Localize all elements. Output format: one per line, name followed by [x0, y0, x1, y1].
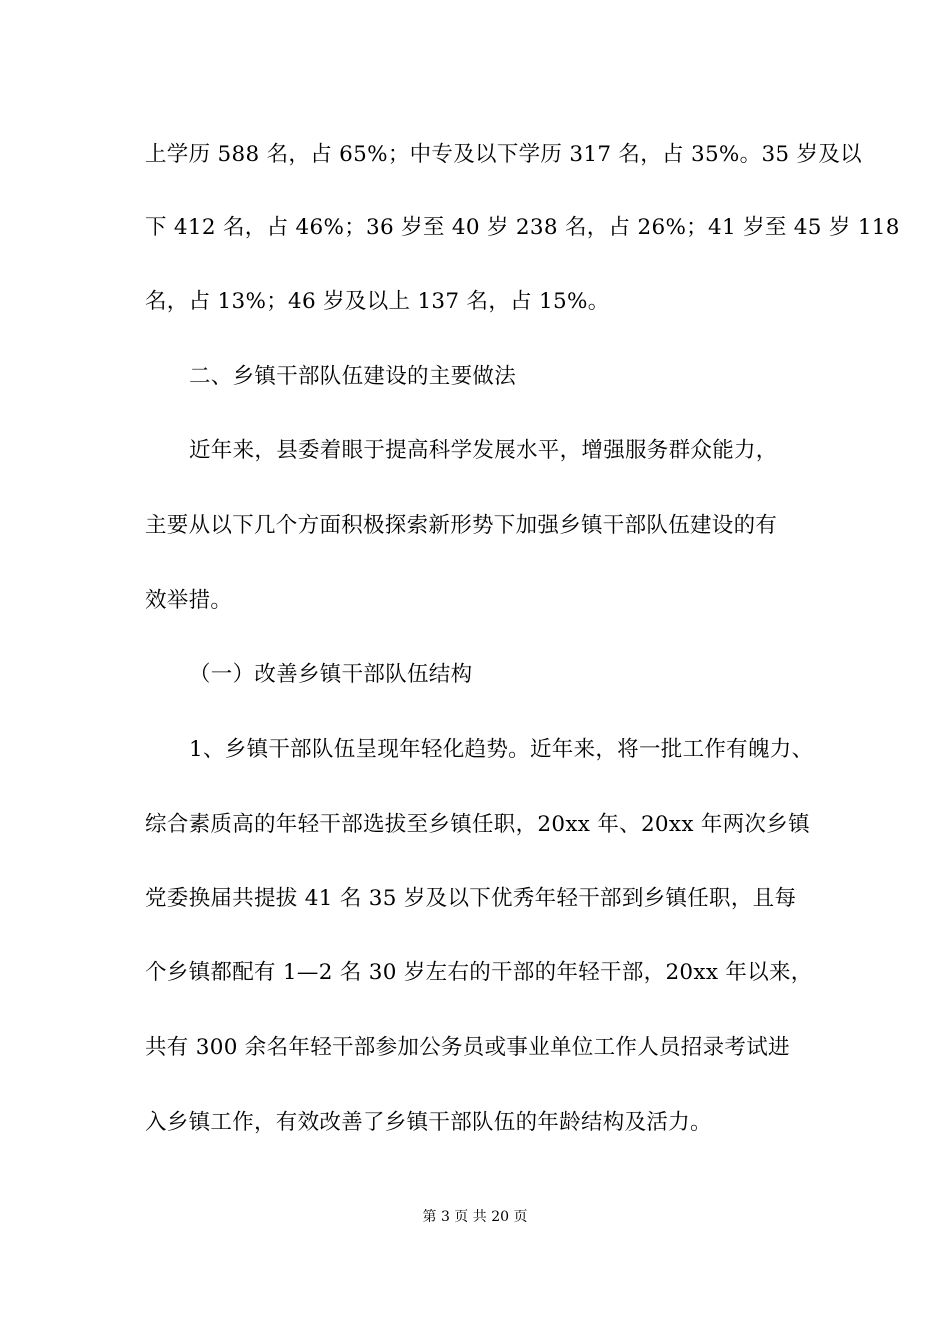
- body-line-3: 名，占 13%；46 岁及以上 137 名，占 15%。: [145, 289, 610, 314]
- page-number-label: 第 3 页 共 20 页: [422, 1209, 528, 1225]
- subsection-heading: （一）改善乡镇干部队伍结构: [189, 662, 473, 687]
- numbered-paragraph-start: 1、乡镇干部队伍呈现年轻化趋势。近年来，将一批工作有魄力、: [189, 737, 814, 762]
- body-line-10: 综合素质高的年轻干部选拔至乡镇任职，20xx 年、20xx 年两次乡镇: [145, 812, 810, 837]
- body-line-1: 上学历 588 名，占 65%；中专及以下学历 317 名，占 35%。35 岁及以: [145, 142, 862, 167]
- body-line-13: 共有 300 余名年轻干部参加公务员或事业单位工作人员招录考试进: [145, 1035, 790, 1060]
- body-line-14: 入乡镇工作，有效改善了乡镇干部队伍的年龄结构及活力。: [145, 1110, 712, 1135]
- body-line-12: 个乡镇都配有 1—2 名 30 岁左右的干部的年轻干部，20xx 年以来，: [145, 960, 813, 985]
- body-line-7: 效举措。: [145, 588, 233, 613]
- body-line-2: 下 412 名，占 46%；36 岁至 40 岁 238 名，占 26%；41 岁至 45 岁 118: [145, 215, 900, 240]
- body-line-6: 主要从以下几个方面积极探索新形势下加强乡镇干部队伍建设的有: [145, 513, 778, 538]
- section-heading: 二、乡镇干部队伍建设的主要做法: [189, 364, 517, 389]
- body-line-11: 党委换届共提拔 41 名 35 岁及以下优秀年轻干部到乡镇任职，且每: [145, 886, 797, 911]
- page-footer: [0, 1207, 950, 1227]
- paragraph-start: 近年来，县委着眼于提高科学发展水平，增强服务群众能力，: [189, 438, 778, 463]
